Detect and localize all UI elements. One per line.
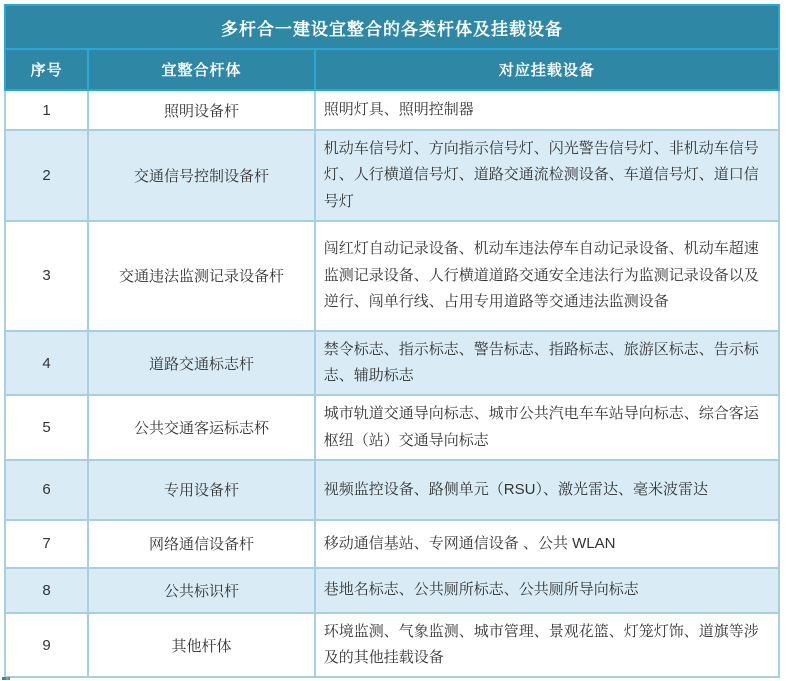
column-header-pole: 宜整合杆体 <box>88 49 315 90</box>
pole-type-cell: 公共标识杆 <box>88 568 315 613</box>
corner-artifact-speck <box>2 677 10 680</box>
table-row <box>5 395 779 460</box>
pole-type-cell: 网络通信设备杆 <box>88 520 315 568</box>
table-row <box>5 520 779 568</box>
devices-cell: 禁令标志、指示标志、警告标志、指路标志、旅游区标志、告示标志、辅助标志 <box>315 331 779 396</box>
table-row <box>5 221 779 331</box>
row-number-cell: 9 <box>5 613 88 678</box>
row-number-cell: 3 <box>5 221 88 331</box>
devices-cell: 巷地名标志、公共厕所标志、公共厕所导向标志 <box>315 568 779 613</box>
table-title-row <box>5 5 779 49</box>
row-number-cell: 6 <box>5 460 88 520</box>
table-header-row <box>5 49 779 90</box>
row-number-cell: 1 <box>5 90 88 130</box>
pole-type-cell: 照明设备杆 <box>88 90 315 130</box>
table-title: 多杆合一建设宜整合的各类杆体及挂载设备 <box>5 5 779 49</box>
pole-type-cell: 交通信号控制设备杆 <box>88 130 315 221</box>
devices-cell: 闯红灯自动记录设备、机动车违法停车自动记录设备、机动车超速监测记录设备、人行横道道路交通安全违法行为监测记录设备以及逆行、闯单行线、占用专用道路等交通违法监测设备 <box>315 221 779 331</box>
table-row <box>5 613 779 678</box>
devices-cell: 视频监控设备、路侧单元（RSU）、激光雷达、毫米波雷达 <box>315 460 779 520</box>
row-number-cell: 5 <box>5 395 88 460</box>
pole-type-cell: 其他杆体 <box>88 613 315 678</box>
pole-type-cell: 专用设备杆 <box>88 460 315 520</box>
row-number-cell: 4 <box>5 331 88 396</box>
devices-cell: 机动车信号灯、方向指示信号灯、闪光警告信号灯、非机动车信号灯、人行横道信号灯、道路交通流检测设备、车道信号灯、道口信号灯 <box>315 130 779 221</box>
pole-type-cell: 道路交通标志杆 <box>88 331 315 396</box>
table-row <box>5 90 779 130</box>
table-row <box>5 331 779 396</box>
column-header-devices: 对应挂载设备 <box>315 49 779 90</box>
row-number-cell: 8 <box>5 568 88 613</box>
devices-cell: 照明灯具、照明控制器 <box>315 90 779 130</box>
pole-type-cell: 交通违法监测记录设备杆 <box>88 221 315 331</box>
devices-cell: 移动通信基站、专网通信设备 、公共 WLAN <box>315 520 779 568</box>
row-number-cell: 7 <box>5 520 88 568</box>
table-row <box>5 460 779 520</box>
table-row <box>5 568 779 613</box>
devices-cell: 城市轨道交通导向标志、城市公共汽电车车站导向标志、综合客运枢纽（站）交通导向标志 <box>315 395 779 460</box>
devices-cell: 环境监测、气象监测、城市管理、景观花篮、灯笼灯饰、道旗等涉及的其他挂载设备 <box>315 613 779 678</box>
poles-equipment-table <box>4 4 780 678</box>
row-number-cell: 2 <box>5 130 88 221</box>
table-row <box>5 130 779 221</box>
column-header-no: 序号 <box>5 49 88 90</box>
pole-type-cell: 公共交通客运标志杯 <box>88 395 315 460</box>
